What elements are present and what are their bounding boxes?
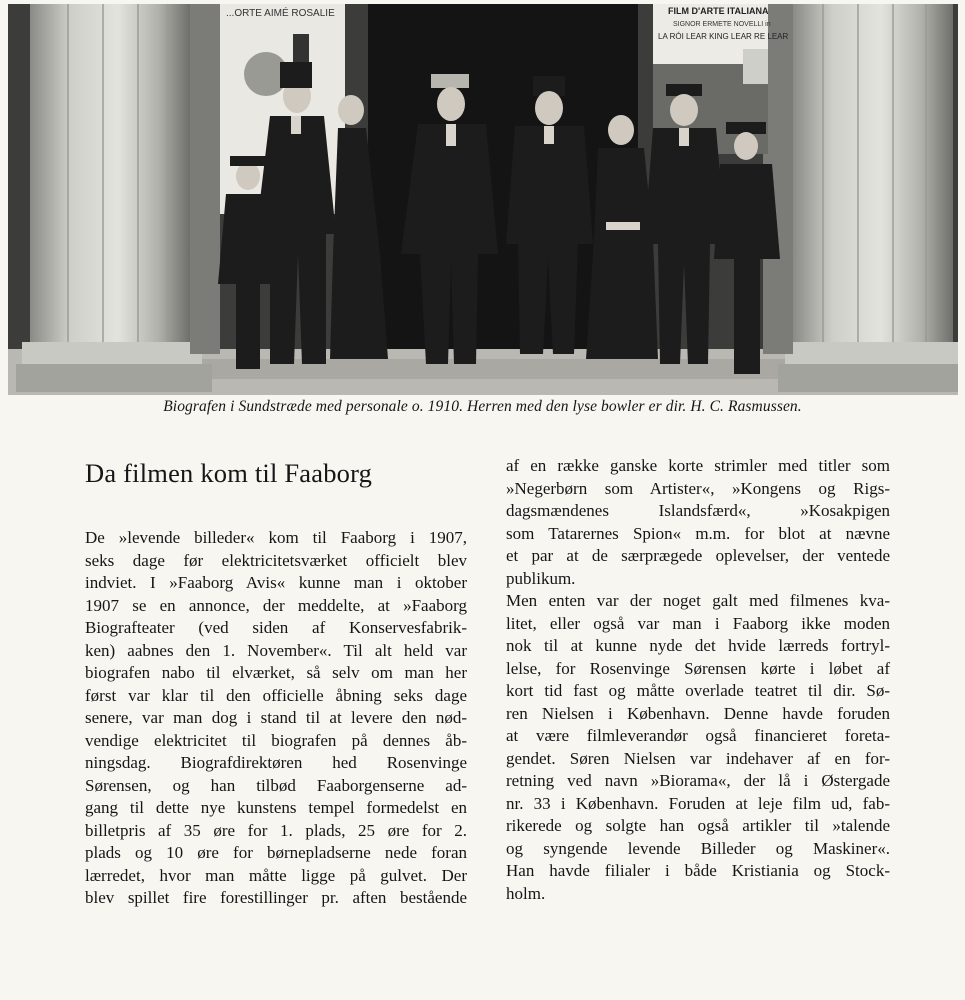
poster-right-line-3: LA RÓI LEAR KING LEAR RE LEAR: [658, 32, 789, 41]
text-line: af en række ganske korte strimler med titler som: [506, 456, 890, 475]
text-line: senere, var man dog i stand til at levere den nød-: [85, 708, 467, 727]
text-line: blev spillet fire forestillinger pr. aften bestående: [85, 888, 467, 907]
text-line: Men enten var der noget galt med filmenes kva-: [506, 591, 890, 610]
poster-right-line-2: SIGNOR ERMETE NOVELLI in: [673, 21, 771, 28]
text-line: gang til dette nye kunstens tempel formedelst en: [85, 798, 467, 817]
text-line: seks dage før elektricitetsværket officielt blev: [85, 550, 467, 570]
text-line: Han havde filialer i både Kristiania og Stock-: [506, 861, 890, 880]
text-line: 1907 se en annonce, der meddelte, at »Faaborg: [85, 595, 467, 615]
text-line: at være filmleverandør også financieret foreta-: [506, 726, 890, 745]
text-line: nok til at kunne nyde det hvide lærreds fortryl-: [506, 636, 890, 655]
text-line: holm.: [506, 883, 546, 903]
text-line: vendige elektricitet til biografen på dennes åb-: [85, 730, 467, 750]
text-line: plads og 10 øre for børnepladserne nede foran: [85, 843, 467, 862]
text-line: indviet. I »Faaborg Avis« kunne man i oktober: [85, 573, 467, 592]
poster-right-line-1: FILM D'ARTE ITALIANA: [668, 6, 769, 16]
text-line: retning ved navn »Biorama«, der lå i Østergade: [506, 771, 890, 790]
text-line: dagsmændenes Islandsfærd«, »Kosakpigen: [506, 501, 890, 520]
text-line: biografen nabo til elværket, så selv om man her: [85, 663, 467, 682]
historic-photograph: [8, 4, 958, 395]
text-line: nr. 33 i København. Foruden at leje film ud, fab-: [506, 793, 890, 813]
text-line: rikerede og solgte han også artikler til »talende: [506, 816, 890, 835]
text-line: ken) aabnes den 1. November«. Til alt held var: [85, 640, 467, 660]
text-line: billetpris af 35 øre for 1. plads, 25 øre for 2.: [85, 820, 467, 840]
text-line: »Negerbørn som Artister«, »Kongens og Rigs-: [506, 478, 890, 498]
text-line: lærredet, hvor man måtte ligge på gulvet. Der: [85, 865, 467, 885]
text-line: Sørensen, og han tilbød Faaborgenserne ad-: [85, 775, 467, 795]
text-line: kort tid fast og måtte overlade teatret til dir. Sø-: [506, 681, 890, 700]
text-column-left: [85, 527, 467, 910]
text-line: et par at de særprægede oplevelser, der ventede: [506, 546, 890, 565]
text-line: ningsdag. Biografdirektøren hed Rosenvinge: [85, 753, 467, 772]
text-line: Biografteater (ved siden af Konservesfabrik-: [85, 618, 467, 637]
text-line: som Tatarernes Spion« m.m. for blot at nævne: [506, 523, 890, 543]
text-line: gendet. Søren Nielsen var indehaver af en for-: [506, 748, 890, 768]
text-line: ren Nielsen i København. Denne havde foruden: [506, 703, 890, 723]
text-line: litet, eller også var man i Faaborg ikke moden: [506, 613, 890, 633]
cinema-staff-photo: [8, 4, 958, 395]
photo-caption: Biografen i Sundstræde med personale o. 1910. Herren med den lyse bowler er dir. H. C. Rasmussen.: [163, 398, 802, 415]
text-line: lelse, for Rosenvinge Sørensen kørte i løbet af: [506, 658, 890, 678]
poster-left-text: ...ORTE AIMÉ ROSALIE: [226, 8, 335, 19]
text-line: først var klar til den officielle åbning seks dage: [85, 685, 467, 705]
article-title: Da filmen kom til Faaborg: [85, 458, 373, 488]
text-column-right: [506, 455, 890, 905]
text-line: og syngende levende Billeder og Maskiner«.: [506, 838, 890, 858]
text-line: De »levende billeder« kom til Faaborg i 1907,: [85, 528, 467, 547]
text-line: publikum.: [506, 568, 576, 588]
